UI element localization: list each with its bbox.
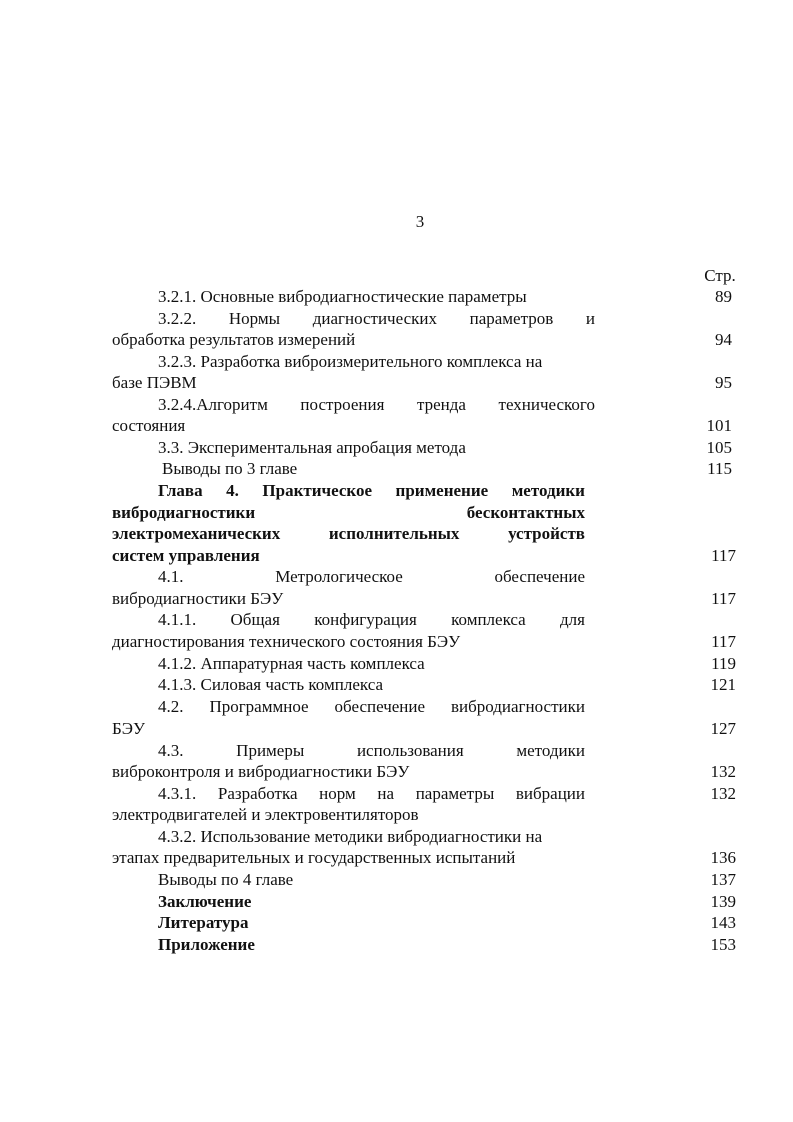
toc-entry-4-2-cont: БЭУ — [112, 719, 146, 738]
toc-page-appendix: 153 — [710, 935, 736, 954]
toc-page-4-3-1: 132 — [710, 784, 736, 803]
toc-entry-3-2-4: 3.2.4.Алгоритм построения тренда технического — [158, 395, 595, 414]
toc-entry-4-1-1: 4.1.1. Общая конфигурация комплекса для — [158, 610, 585, 629]
toc-page-3-2-3: 95 — [715, 373, 732, 392]
toc-entry-3-2-2-cont: обработка результатов измерений — [112, 330, 356, 349]
toc-entry-3-2-3: 3.2.3. Разработка виброизмерительного комплекса на — [158, 352, 543, 371]
toc-page-4-3-2: 136 — [710, 848, 736, 867]
toc-entry-4-1-3: 4.1.3. Силовая часть комплекса — [158, 675, 384, 694]
toc-chapter-4-title: Глава 4. Практическое применение методики — [158, 481, 585, 500]
toc-entry-4-1: 4.1. Метрологическое обеспечение — [158, 567, 585, 586]
toc-chapter-4-title-line2: вибродиагностики бесконтактных — [112, 503, 585, 522]
toc-page-4-1-1: 117 — [711, 632, 736, 651]
toc-chapter-4-title-line4: систем управления — [112, 546, 260, 565]
toc-entry-literature: Литература — [158, 913, 249, 932]
toc-entry-4-3-1-cont: электродвигателей и электровентиляторов — [112, 805, 419, 824]
toc-entry-4-1-cont: вибродиагностики БЭУ — [112, 589, 284, 608]
toc-page-4-1: 117 — [711, 589, 736, 608]
toc-entry-4-1-2: 4.1.2. Аппаратурная часть комплекса — [158, 654, 425, 673]
toc-page-conclusion: 139 — [710, 892, 736, 911]
toc-entry-4-3-2-cont: этапах предварительных и государственных испытаний — [112, 848, 516, 867]
toc-page-3-2-1: 89 — [715, 287, 732, 306]
toc-entry-3-3: 3.3. Экспериментальная апробация метода — [158, 438, 466, 457]
toc-entry-conclusions-3: Выводы по 3 главе — [162, 459, 298, 478]
toc-page-literature: 143 — [710, 913, 736, 932]
toc-page-conclusions-3: 115 — [707, 459, 732, 478]
toc-page-4-1-2: 119 — [711, 654, 736, 673]
page-number: 3 — [415, 212, 425, 231]
toc-entry-4-2: 4.2. Программное обеспечение вибродиагностики — [158, 697, 585, 716]
toc-page-4-2: 127 — [710, 719, 736, 738]
toc-page-3-2-2: 94 — [715, 330, 732, 349]
toc-entry-4-3: 4.3. Примеры использования методики — [158, 741, 585, 760]
toc-entry-conclusion: Заключение — [158, 892, 252, 911]
toc-page-3-2-4: 101 — [706, 416, 732, 435]
toc-page-chapter-4: 117 — [711, 546, 736, 565]
toc-page-4-1-3: 121 — [710, 675, 736, 694]
toc-chapter-4-title-line3: электромеханических исполнительных устройств — [112, 524, 585, 543]
toc-entry-4-1-1-cont: диагностирования технического состояния БЭУ — [112, 632, 461, 651]
page-column-header: Стр. — [704, 266, 736, 285]
toc-entry-appendix: Приложение — [158, 935, 255, 954]
toc-entry-conclusions-4: Выводы по 4 главе — [158, 870, 294, 889]
toc-entry-3-2-3-cont: базе ПЭВМ — [112, 373, 197, 392]
toc-entry-4-3-1: 4.3.1. Разработка норм на параметры вибрации — [158, 784, 585, 803]
toc-entry-4-3-2: 4.3.2. Использование методики вибродиагностики на — [158, 827, 543, 846]
toc-entry-3-2-4-cont: состояния — [112, 416, 186, 435]
toc-page-3-3: 105 — [706, 438, 732, 457]
toc-entry-4-3-cont: виброконтроля и вибродиагностики БЭУ — [112, 762, 410, 781]
toc-entry-3-2-2: 3.2.2. Нормы диагностических параметров и — [158, 309, 595, 328]
toc-page-4-3: 132 — [710, 762, 736, 781]
toc-page-conclusions-4: 137 — [710, 870, 736, 889]
toc-entry-3-2-1: 3.2.1. Основные вибродиагностические параметры — [158, 287, 527, 306]
